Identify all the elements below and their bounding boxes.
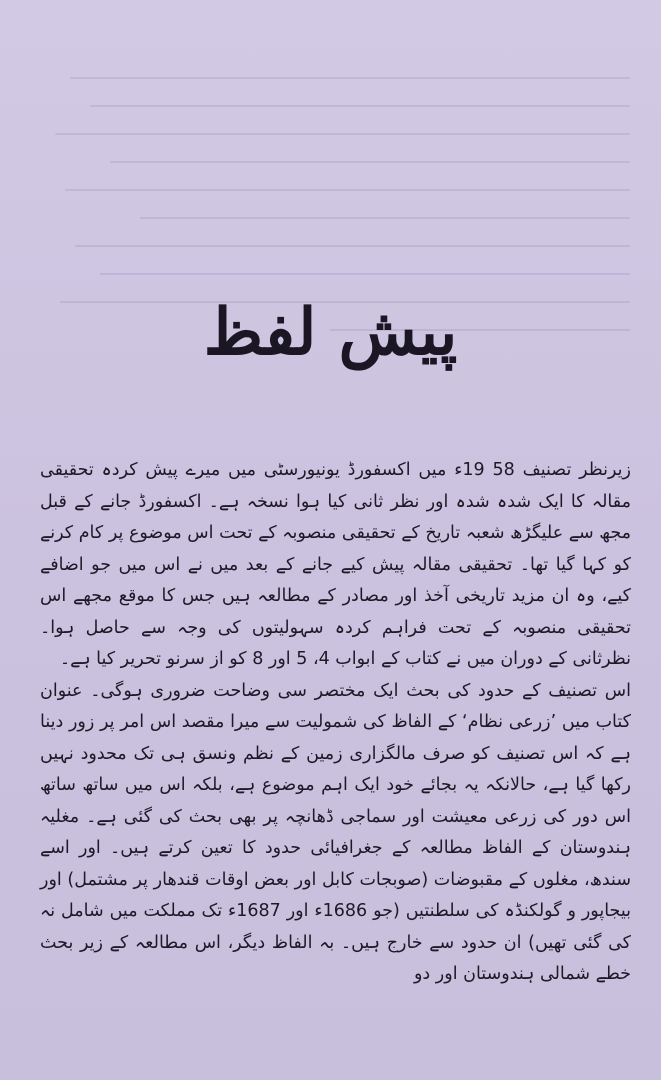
paragraph-1: زیرنظر تصنیف 58 19ء میں اکسفورڈ یونیورسٹی میں میرے پیش کردہ تحقیقی مقالہ کا ایک شدہ شدہ اور نظر ثانی کیا ہوا نسخہ ہے۔ اکسفورڈ جانے کے قبل مجھ سے علیگڑھ شعبہ تاریخ کے تحقیقی منصوبہ کے تحت اس موضوع پر کام کرنے کو کہا گیا تھا۔ تحقیقی مقالہ پیش کیے جانے کے بعد میں نے اس میں جو اضافے کیے، وہ ان مزید تاریخی آخذ اور مصادر کے مطالعہ ہیں جس کا موقع مجھے اس تحقیقی منصوبہ کے تحت فراہم کردہ سہولیتوں کی وجہ سے حاصل ہوا۔ نظرثانی کے دوران میں نے کتاب کے ابواب 4، 5 اور 8 کو از سرنو تحریر کیا ہے۔: [40, 460, 631, 669]
document-body: [40, 455, 631, 991]
page-title: پیش لفظ: [203, 295, 458, 370]
paragraph-2: اس تصنیف کے حدود کی بحث ایک مختصر سی وضاحت ضروری ہوگی۔ عنوان کتاب میں ’زرعی نظام‘ کے الفاظ کی شمولیت سے میرا مقصد اس امر پر زور دینا ہے کہ اس تصنیف کو صرف مالگزاری زمین کے نظم ونسق ہی تک محدود نہیں رکھا گیا ہے، حالانکہ یہ بجائے خود ایک اہم موضوع ہے، بلکہ اس میں ساتھ ساتھ اس دور کی زرعی معیشت اور سماجی ڈھانچہ پر بھی بحث کی گئی ہے۔ مغلیہ ہندوستان کے الفاظ مطالعہ کے جغرافیائی حدود کا تعین کرتے ہیں۔ اور اسے سندھ، مغلوں کے مقبوضات (صوبجات کابل اور بعض اوقات قندھار پر مشتمل) اور بیجاپور و گولکنڈہ کی سلطنتیں (جو 1686ء اور 1687ء تک مملکت میں شامل نہ کی گئی تھیں) ان حدود سے خارج ہیں۔ بہ الفاظ دیگر، اس مطالعہ کے زیر بحث خطے شمالی ہندوستان اور دو: [40, 680, 631, 984]
